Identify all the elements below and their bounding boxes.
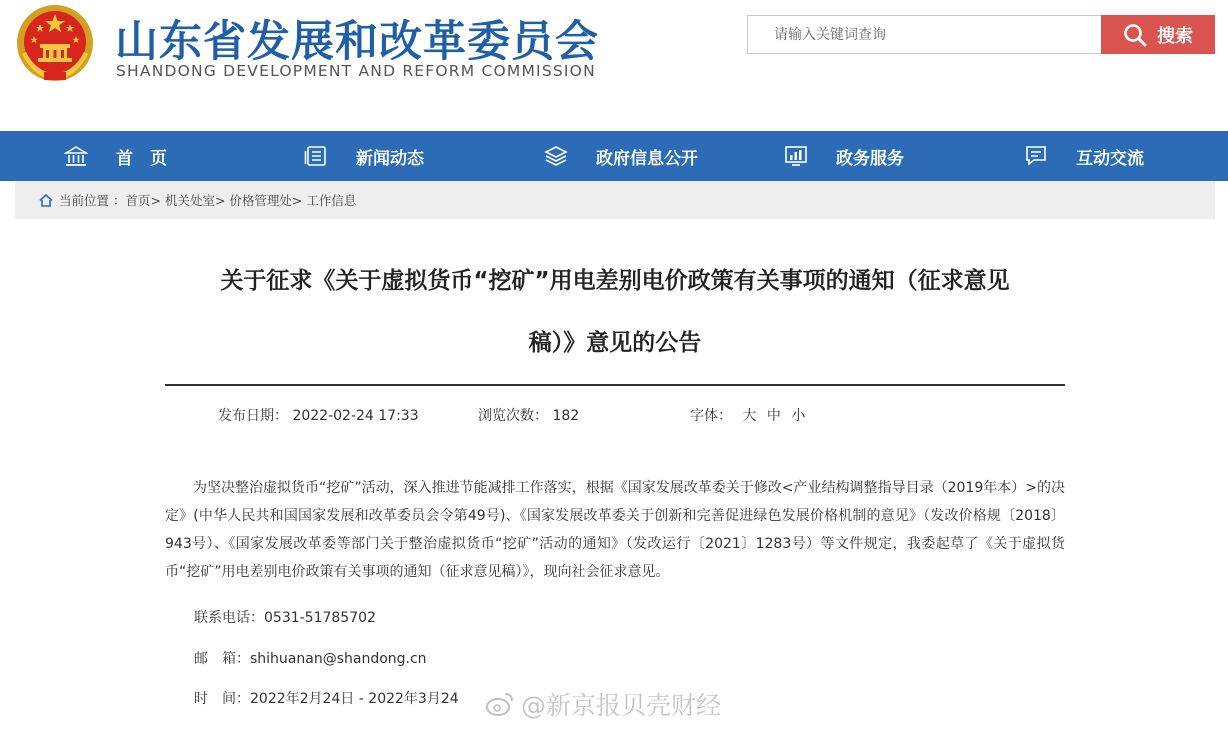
font-medium-button[interactable]: 中 (766, 408, 781, 424)
nav-label-interaction: 互动交流 (1076, 148, 1144, 169)
news-icon (304, 144, 328, 168)
breadcrumb-prefix: 当前位置 ： (59, 193, 126, 208)
font-small-button[interactable]: 小 (791, 408, 806, 424)
breadcrumb-offices[interactable]: 机关处室> (164, 193, 226, 208)
view-count (478, 405, 579, 425)
article-title-line2: 稿）》意见的公告 (528, 330, 702, 356)
site-header (0, 0, 1228, 131)
title-divider (165, 384, 1065, 386)
nav-item-services[interactable] (784, 131, 904, 181)
main-nav (0, 131, 1228, 181)
nav-item-interaction[interactable] (1024, 131, 1144, 181)
layers-icon (544, 144, 568, 168)
watermark (485, 686, 721, 722)
breadcrumb (15, 181, 1215, 219)
chart-icon (784, 144, 808, 168)
weibo-icon (485, 691, 515, 717)
font-size-label: 字体： (690, 408, 732, 424)
article-title (165, 250, 1065, 374)
contact-phone: 联系电话：0531-51785702 (194, 610, 376, 626)
article-body: 为坚决整治虚拟货币“挖矿”活动，深入推进节能减排工作落实，根据《国家发展改革委关于修改<产业结构调整指导目录（2019年本）>的决定》(中华人民共和国国家发展和改革委员会令第49号)、《国家发展改革委关于创新和完善促进绿色发展价格机制的意见》（发改价格规〔2018〕943号）、《国家发展改革委等部门关于整治虚拟货币“挖矿”活动的通知》（发改运行〔2021〕1283号）等文件规定，我委起草了《关于虚拟货币“挖矿”用电差别电价政策有关事项的通知（征求意见稿）》，现向社会征求意见。 (165, 480, 1065, 580)
breadcrumb-home[interactable]: 首页> (125, 193, 161, 208)
breadcrumb-work-info[interactable]: 工作信息 (306, 193, 357, 208)
article-title-line1: 关于征求《关于虚拟货币“挖矿”用电差别电价政策有关事项的通知（征求意见 (220, 268, 1010, 294)
nav-label-home: 首 页 (116, 148, 167, 169)
search-button[interactable] (1101, 15, 1215, 54)
nav-item-home[interactable] (64, 131, 167, 181)
publish-date-label: 发布日期： (218, 408, 288, 424)
font-size-control (690, 405, 805, 425)
search-input[interactable] (747, 15, 1102, 54)
nav-label-services: 政务服务 (836, 148, 904, 169)
home-icon (39, 194, 53, 207)
nav-item-news[interactable] (304, 131, 424, 181)
site-title: 山东省发展和改革委员会 (115, 17, 599, 67)
nav-label-news: 新闻动态 (356, 148, 424, 169)
font-large-button[interactable]: 大 (742, 408, 757, 424)
home-icon (64, 144, 88, 168)
nav-item-gov-info[interactable] (544, 131, 698, 181)
search-button-label: 搜索 (1157, 25, 1193, 47)
breadcrumb-price-dept[interactable]: 价格管理处> (229, 193, 303, 208)
view-count-value: 182 (552, 408, 580, 424)
comment-period: 时 间：2022年2月24日 - 2022年3月24 (194, 691, 459, 707)
view-count-label: 浏览次数： (478, 408, 548, 424)
publish-date (218, 405, 419, 425)
publish-date-value: 2022-02-24 17:33 (292, 408, 419, 424)
contact-email: 邮 箱：shihuanan@shandong.cn (194, 651, 427, 667)
chat-icon (1024, 144, 1048, 168)
site-subtitle: SHANDONG DEVELOPMENT AND REFORM COMMISSION (116, 62, 596, 80)
watermark-text: @新京报贝壳财经 (521, 691, 722, 720)
national-emblem-icon[interactable] (14, 2, 96, 84)
search-icon (1123, 23, 1147, 47)
nav-label-gov-info: 政府信息公开 (596, 148, 698, 169)
